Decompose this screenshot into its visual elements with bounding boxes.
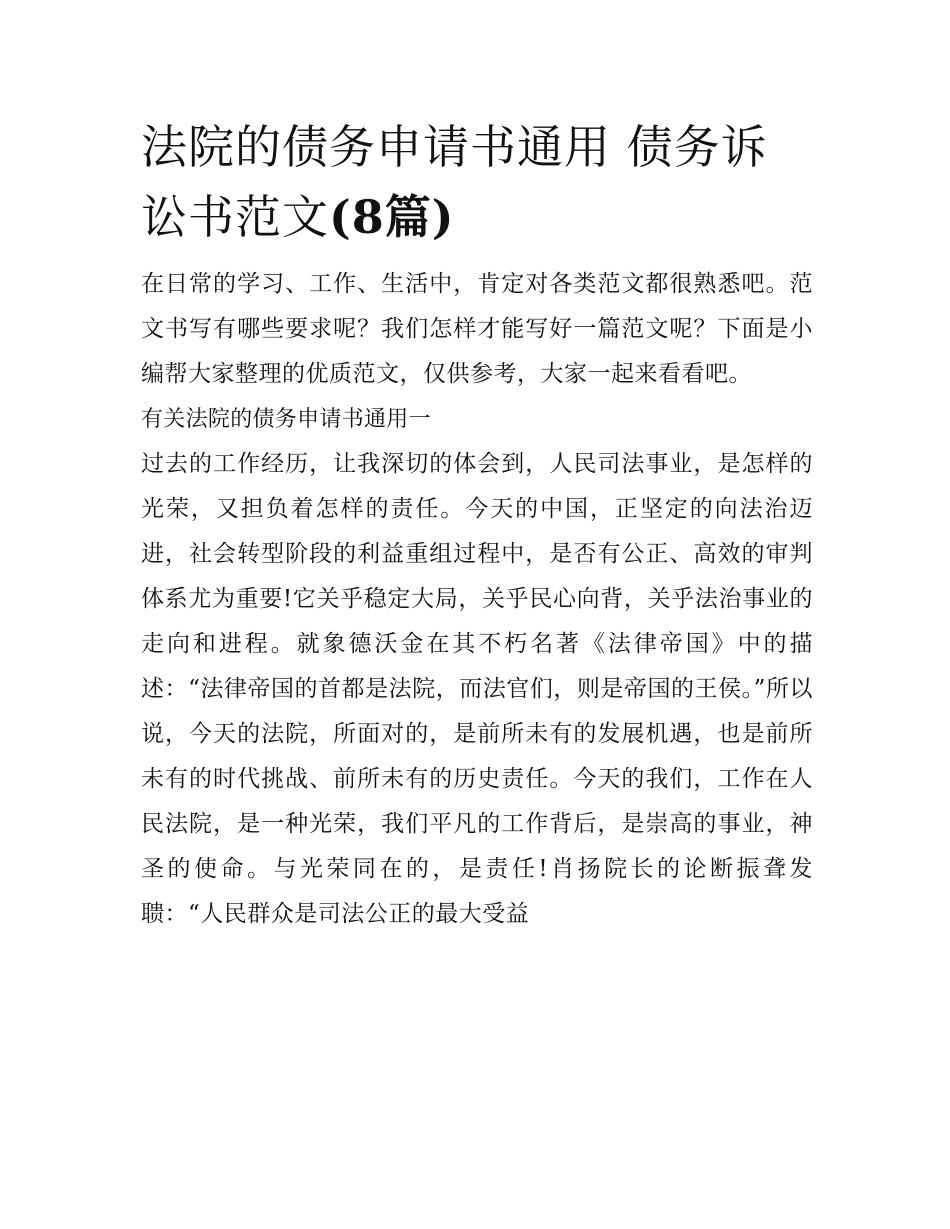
title-main-text: 法院的债务申请书通用 债务诉讼书范文 [141,120,768,244]
title-count-text: (8篇) [329,190,455,244]
document-page [141,112,813,937]
section-heading: 有关法院的债务申请书通用一 [141,407,431,432]
intro-paragraph: 在日常的学习、工作、生活中，肯定对各类范文都很熟悉吧。范文书写有哪些要求呢？我们怎样才能写好一篇范文呢？下面是小编帮大家整理的优质范文，仅供参考，大家一起来看看吧。 [141,271,813,387]
section-paragraph: 过去的工作经历，让我深切的体会到，人民司法事业，是怎样的光荣，又担负着怎样的责任。今天的中国，正坚定的向法治迈进，社会转型阶段的利益重组过程中，是否有公正、高效的审判体系尤为重要!它关乎稳定大局，关乎民心向背，关乎法治事业的走向和进程。就象德沃金在其不朽名著《法律帝国》中的描述：“法律帝国的首都是法院，而法官们，则是帝国的王侯。”所以说，今天的法院，所面对的，是前所未有的发展机遇，也是前所未有的时代挑战、前所未有的历史责任。今天的我们，工作在人民法院，是一种光荣，我们平凡的工作背后，是崇高的事业，神圣的使命。与光荣同在的，是责任!肖扬院长的论断振聋发聩：“人民群众是司法公正的最大受益 [141,451,813,927]
document-body [141,262,813,937]
document-title [141,112,813,252]
